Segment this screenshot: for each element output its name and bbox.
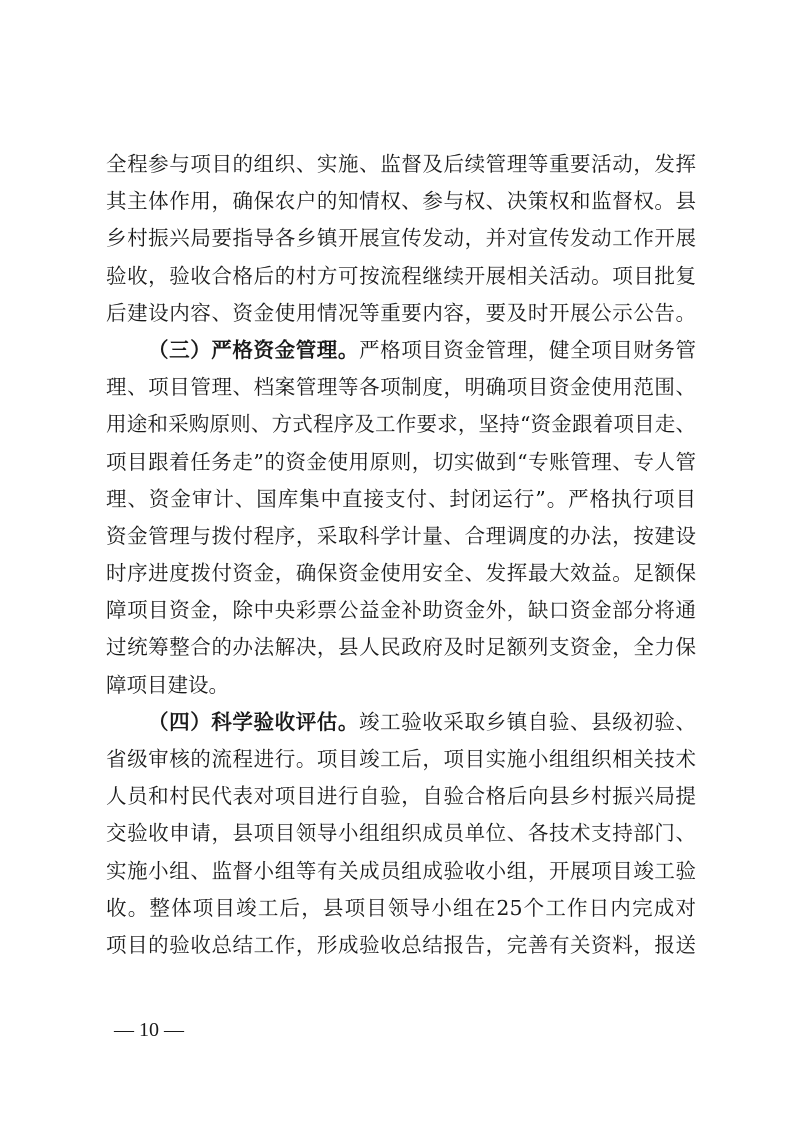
section-heading: （三）严格资金管理。 xyxy=(148,337,359,362)
paragraph-line: 人员和村民代表对项目进行自验，自验合格后向县乡村振兴局提 xyxy=(106,784,696,809)
paragraph-line: 验收，验收合格后的村方可按流程继续开展相关活动。项目批复 xyxy=(106,263,696,288)
paragraph-line: 乡村振兴局要指导各乡镇开展宣传发动，并对宣传发动工作开展 xyxy=(106,226,696,251)
paragraph-first-line xyxy=(106,704,696,741)
paragraph-line: 收。整体项目竣工后，县项目领导小组在25个工作日内完成对 xyxy=(106,895,696,920)
paragraph-line: 省级审核的流程进行。项目竣工后，项目实施小组组织相关技术 xyxy=(106,747,696,771)
paragraph-line: 障项目资金，除中央彩票公益金补助资金外，缺口资金部分将通 xyxy=(106,598,696,623)
paragraph-line: 后建设内容、资金使用情况等重要内容，要及时开展公示公告。 xyxy=(106,300,696,325)
paragraph-first-line xyxy=(106,332,696,369)
paragraph-line: 过统筹整合的办法解决，县人民政府及时足额列支资金，全力保 xyxy=(106,635,696,660)
paragraph-line: 项目的验收总结工作，形成验收总结报告，完善有关资料，报送 xyxy=(106,932,696,957)
paragraph-line: 障项目建设。 xyxy=(106,672,229,697)
paragraph-line: 理、项目管理、档案管理等各项制度，明确项目资金使用范围、 xyxy=(106,375,696,400)
paragraph-line: 项目跟着任务走”的资金使用原则，切实做到“专账管理、专人管 xyxy=(106,449,696,474)
paragraph-line: 资金管理与拨付程序，采取科学计量、合理调度的办法，按建设 xyxy=(106,523,696,548)
paragraph-line: 实施小组、监督小组等有关成员组成验收小组，开展项目竣工验 xyxy=(106,858,696,883)
paragraph-line: 全程参与项目的组织、实施、监督及后续管理等重要活动，发挥 xyxy=(106,152,696,176)
section-heading: （四）科学验收评估。 xyxy=(148,709,359,734)
paragraph-line: 用途和采购原则、方式程序及工作要求，坚持“资金跟着项目走、 xyxy=(106,412,696,437)
paragraph-line: 交验收申请，县项目领导小组组织成员单位、各技术支持部门、 xyxy=(106,821,696,846)
paragraph-line: 理、资金审计、国库集中直接支付、封闭运行”。严格执行项目 xyxy=(106,486,696,511)
paragraph-text: 严格项目资金管理，健全项目财务管 xyxy=(359,337,696,362)
paragraph-line: 其主体作用，确保农户的知情权、参与权、决策权和监督权。县 xyxy=(106,189,696,214)
paragraph-text: 竣工验收采取乡镇自验、县级初验、 xyxy=(359,709,696,734)
paragraph-line: 时序进度拨付资金，确保资金使用安全、发挥最大效益。足额保 xyxy=(106,561,696,586)
document-body xyxy=(106,146,696,964)
page-number: — 10 — xyxy=(114,1019,184,1041)
